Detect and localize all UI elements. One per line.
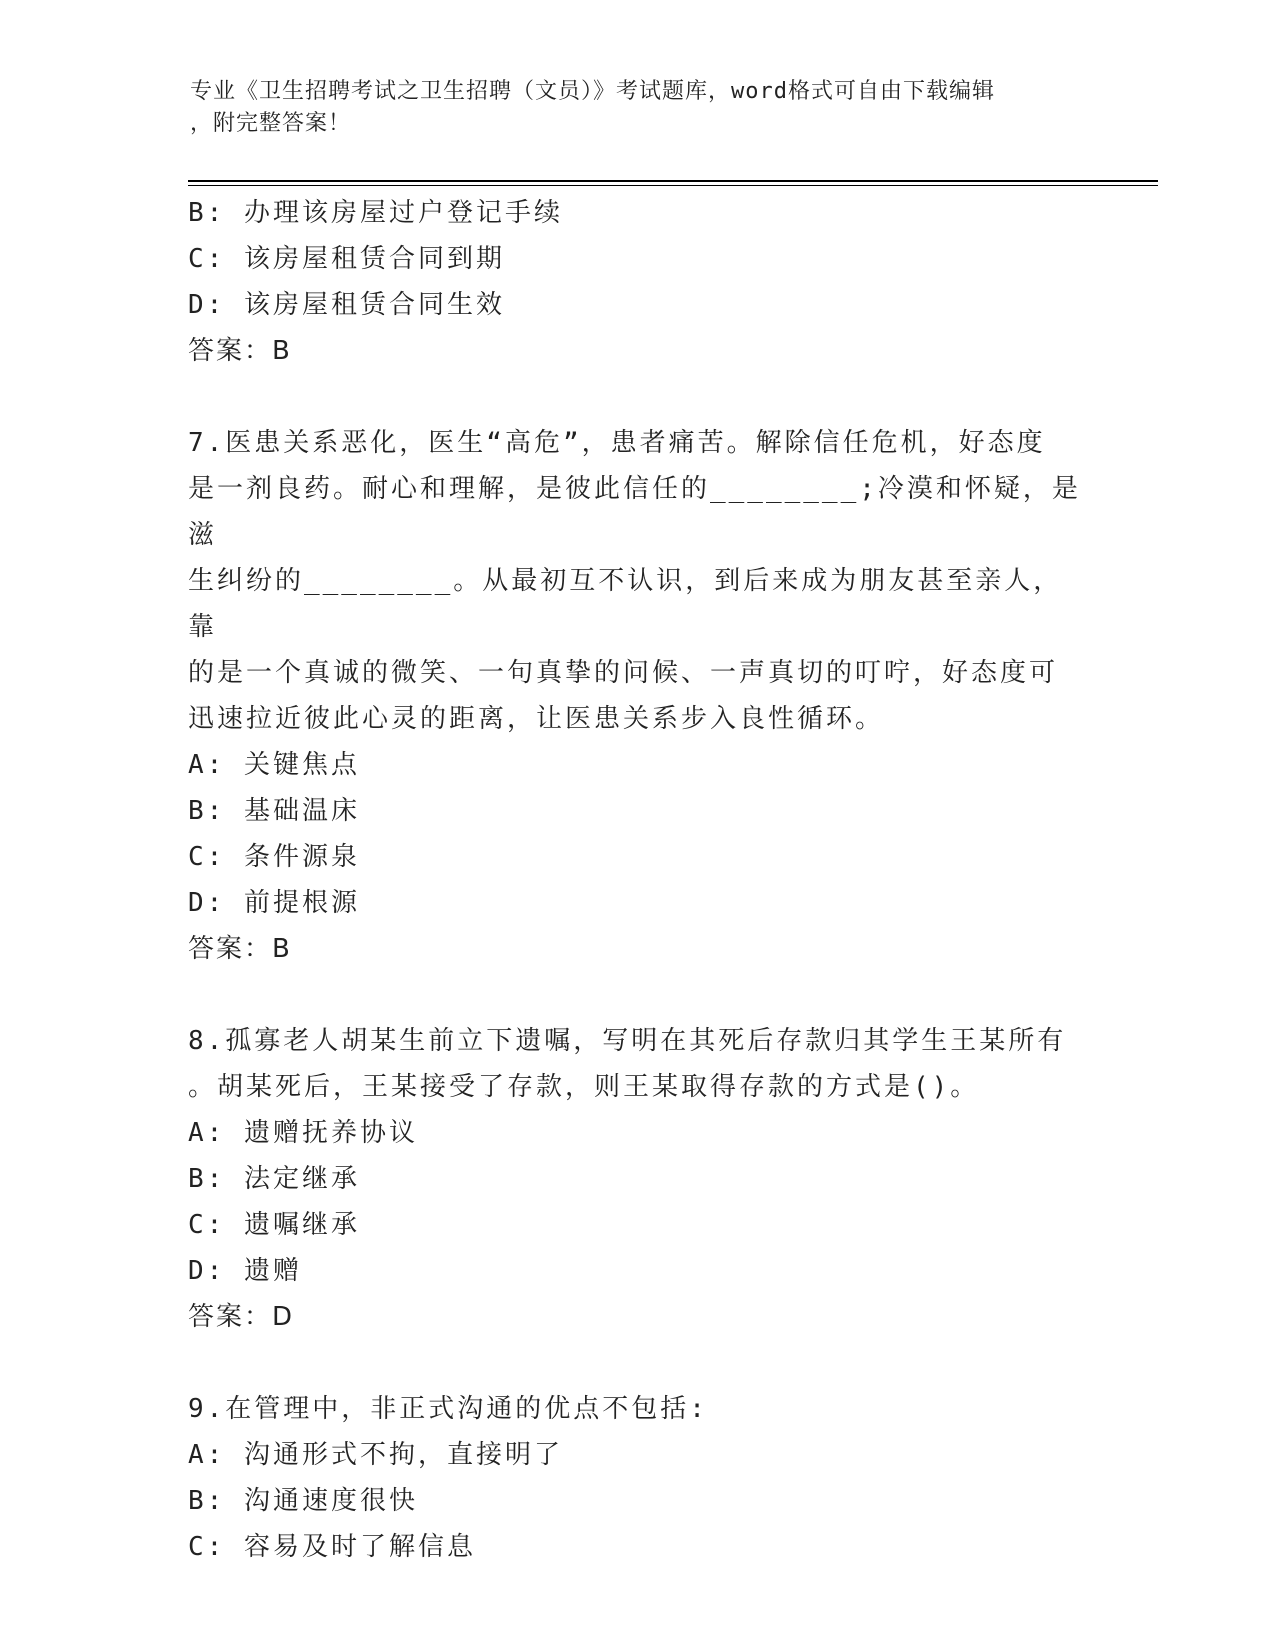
answer-line: 答案：B bbox=[188, 336, 292, 366]
option-b: B: 法定继承 bbox=[188, 1164, 360, 1194]
header-divider-thin bbox=[188, 185, 1158, 186]
header-divider-thick bbox=[188, 180, 1158, 182]
stem-line: 的是一个真诚的微笑、一句真挚的问候、一声真切的叮咛，好态度可 bbox=[188, 658, 1059, 688]
stem-line: 迅速拉近彼此心灵的距离，让医患关系步入良性循环。 bbox=[188, 704, 885, 734]
stem-line: 8.孤寡老人胡某生前立下遗嘱，写明在其死后存款归其学生王某所有 bbox=[188, 1026, 1067, 1056]
option-d: D: 前提根源 bbox=[188, 888, 360, 918]
option-c: C: 容易及时了解信息 bbox=[188, 1532, 476, 1562]
header-line-1: 专业《卫生招聘考试之卫生招聘（文员）》考试题库，word格式可自由下载编辑 bbox=[190, 79, 995, 104]
question-6-continued bbox=[188, 190, 1088, 374]
stem-line: 。胡某死后，王某接受了存款，则王某取得存款的方式是()。 bbox=[188, 1072, 980, 1102]
question-stem bbox=[188, 1386, 1088, 1432]
document-header bbox=[190, 76, 1070, 140]
question-stem bbox=[188, 1018, 1088, 1110]
question-stem bbox=[188, 420, 1088, 742]
stem-line: 是一剂良药。耐心和理解，是彼此信任的________;冷漠和怀疑，是滋 bbox=[188, 474, 1081, 550]
option-d: D: 遗赠 bbox=[188, 1256, 302, 1286]
option-b: B: 沟通速度很快 bbox=[188, 1486, 418, 1516]
option-c: C: 遗嘱继承 bbox=[188, 1210, 360, 1240]
stem-line: 7.医患关系恶化，医生“高危”，患者痛苦。解除信任危机，好态度 bbox=[188, 428, 1046, 458]
question-8 bbox=[188, 1018, 1088, 1340]
option-d: D: 该房屋租赁合同生效 bbox=[188, 290, 505, 320]
option-b: B: 办理该房屋过户登记手续 bbox=[188, 198, 563, 228]
answer-line: 答案：D bbox=[188, 1302, 295, 1332]
question-7 bbox=[188, 420, 1088, 972]
document-content bbox=[188, 190, 1088, 1570]
answer-line: 答案：B bbox=[188, 934, 292, 964]
stem-line: 生纠纷的________。从最初互不认识，到后来成为朋友甚至亲人，靠 bbox=[188, 566, 1063, 642]
option-a: A: 关键焦点 bbox=[188, 750, 360, 780]
option-c: C: 条件源泉 bbox=[188, 842, 360, 872]
header-line-2: ，附完整答案！ bbox=[190, 111, 352, 136]
option-b: B: 基础温床 bbox=[188, 796, 360, 826]
question-9 bbox=[188, 1386, 1088, 1570]
option-a: A: 沟通形式不拘，直接明了 bbox=[188, 1440, 563, 1470]
option-c: C: 该房屋租赁合同到期 bbox=[188, 244, 505, 274]
option-a: A: 遗赠抚养协议 bbox=[188, 1118, 418, 1148]
stem-line: 9.在管理中，非正式沟通的优点不包括: bbox=[188, 1394, 708, 1424]
